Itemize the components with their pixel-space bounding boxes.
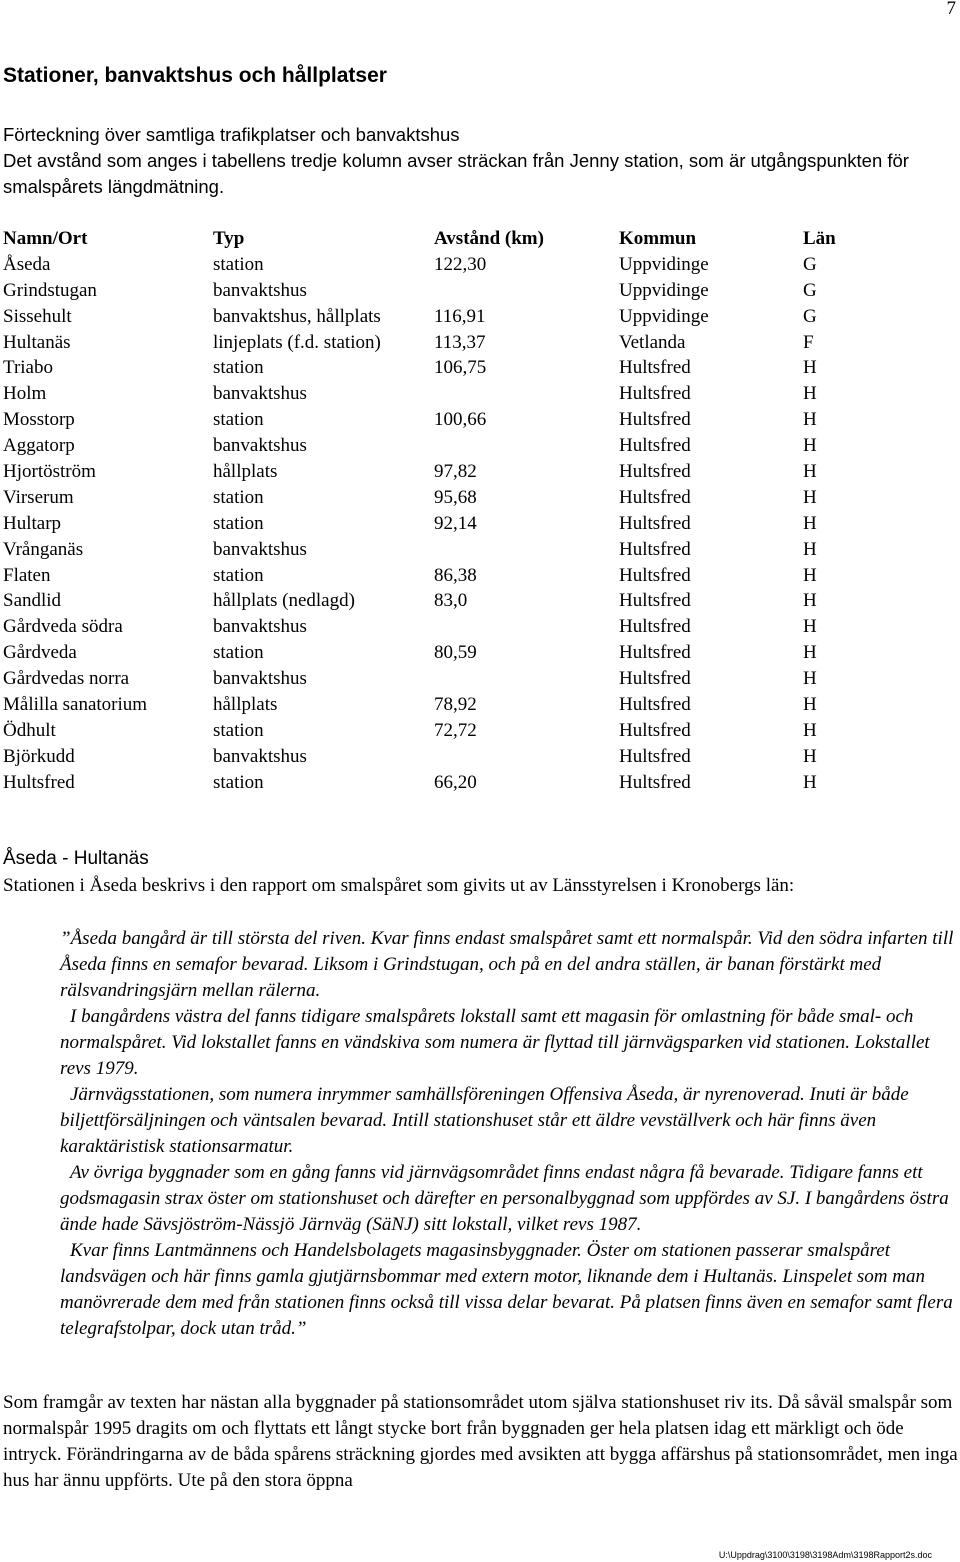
header-kommun: Kommun	[619, 227, 697, 249]
cell-lan: H	[803, 383, 817, 405]
stations-table	[3, 226, 863, 796]
header-namn-ort: Namn/Ort	[3, 227, 88, 249]
cell-typ: station	[213, 642, 264, 664]
cell-lan: H	[803, 357, 817, 379]
cell-namn-ort: Åseda	[3, 253, 51, 275]
table-row	[3, 459, 863, 485]
cell-avstand: 97,82	[434, 460, 477, 482]
cell-avstand: 92,14	[434, 512, 477, 534]
quote-paragraph: Kvar finns Lantmännens och Handelsbolagets magasinsbyggnader. Öster om stationen passerar smalspåret landsvägen och här finns gamla gjutjärnsbommar med extern motor, liknande dem i Hultanäs. Linspelet som man manövrerade dem med från stationen finns också till vissa delar bevarat. På platsen finns även en semafor samt flera telegrafstolpar, dock utan tråd.”	[60, 1240, 953, 1339]
cell-typ: station	[213, 719, 264, 741]
closing-paragraph: Som framgår av texten har nästan alla byggnader på stationsområdet utom själva stationshuset riv its. Då såväl smalspår som normalspår 1995 dragits om och flyttats ett långt stycke bort från byggnaden ger hela platsen idag ett märkligt och öde intryck. Förändringarna av de båda spårens sträckning gjordes med avsikten att bygga affärshus på stationsområdet, men inga hus har ännu uppförts. Ute på den stora öppna	[3, 1392, 958, 1491]
cell-namn-ort: Hjortöström	[3, 460, 96, 482]
quote-paragraph: I bangårdens västra del fanns tidigare smalspårets lokstall samt ett magasin för omlastning för både smal- och normalspåret. Vid lokstallet fanns en vändskiva som numera är flyttad till järnvägsparken vid stationen. Lokstallet revs 1979.	[60, 1006, 930, 1079]
cell-lan: F	[803, 331, 814, 353]
cell-avstand: 106,75	[434, 357, 487, 379]
cell-namn-ort: Flaten	[3, 564, 51, 586]
cell-namn-ort: Mosstorp	[3, 409, 75, 431]
cell-lan: H	[803, 538, 817, 560]
cell-kommun: Hultsfred	[619, 409, 691, 431]
cell-typ: station	[213, 486, 264, 508]
cell-kommun: Hultsfred	[619, 590, 691, 612]
cell-kommun: Hultsfred	[619, 771, 691, 793]
header-avstand: Avstånd (km)	[434, 227, 544, 249]
quote-paragraph: Järnvägsstationen, som numera inrymmer samhällsföreningen Offensiva Åseda, är nyrenoverad. Inuti är både biljettförsäljningen och väntsalen bevarad. Intill stationshuset står ett äldre vevställverk och här finns även karaktäristisk stationsarmatur.	[60, 1084, 909, 1157]
cell-lan: H	[803, 642, 817, 664]
cell-typ: banvaktshus, hållplats	[213, 305, 381, 327]
section-title: Åseda - Hultanäs	[3, 848, 149, 869]
cell-typ: station	[213, 253, 264, 275]
cell-avstand	[434, 614, 619, 640]
cell-kommun: Hultsfred	[619, 435, 691, 457]
cell-typ: banvaktshus	[213, 279, 307, 301]
section-intro: Stationen i Åseda beskrivs i den rapport om smalspåret som givits ut av Länsstyrelsen i Kronobergs län:	[3, 875, 795, 896]
table-row	[3, 381, 863, 407]
cell-kommun: Hultsfred	[619, 486, 691, 508]
cell-typ: banvaktshus	[213, 538, 307, 560]
cell-lan: H	[803, 564, 817, 586]
cell-kommun: Hultsfred	[619, 357, 691, 379]
cell-typ: hållplats (nedlagd)	[213, 590, 355, 612]
cell-lan: H	[803, 512, 817, 534]
cell-avstand	[434, 278, 619, 304]
cell-avstand: 66,20	[434, 771, 477, 793]
intro-block	[3, 122, 958, 200]
cell-avstand	[434, 433, 619, 459]
cell-kommun: Hultsfred	[619, 616, 691, 638]
cell-namn-ort: Ödhult	[3, 719, 56, 741]
cell-lan: H	[803, 719, 817, 741]
cell-avstand	[434, 537, 619, 563]
table-row	[3, 588, 863, 614]
table-row	[3, 355, 863, 381]
cell-lan: H	[803, 616, 817, 638]
cell-namn-ort: Hultanäs	[3, 331, 71, 353]
page-heading: Stationer, banvaktshus och hållplatser	[3, 64, 387, 87]
cell-typ: banvaktshus	[213, 435, 307, 457]
table-row	[3, 407, 863, 433]
cell-avstand: 113,37	[434, 331, 486, 353]
table-row	[3, 433, 863, 459]
quote-paragraph: Av övriga byggnader som en gång fanns vid järnvägsområdet finns endast några få bevarade. Tidigare fanns ett godsmagasin strax öster om stationshuset och därefter en personalbyggnad som uppfördes av SJ. I bangårdens östra ände hade Sävsjöström-Nässjö Järnväg (SäNJ) sitt lokstall, vilket revs 1987.	[60, 1162, 949, 1235]
header-lan: Län	[803, 227, 836, 249]
table-row	[3, 511, 863, 537]
cell-kommun: Vetlanda	[619, 331, 686, 353]
cell-lan: G	[803, 253, 817, 275]
table-row	[3, 718, 863, 744]
cell-namn-ort: Björkudd	[3, 745, 75, 767]
table-row	[3, 330, 863, 356]
cell-avstand	[434, 666, 619, 692]
cell-kommun: Hultsfred	[619, 745, 691, 767]
cell-typ: linjeplats (f.d. station)	[213, 331, 381, 353]
cell-lan: H	[803, 590, 817, 612]
page-number: 7	[946, 0, 956, 19]
table-row	[3, 744, 863, 770]
cell-avstand: 122,30	[434, 253, 487, 275]
table-body	[3, 252, 863, 796]
cell-avstand: 80,59	[434, 642, 477, 664]
cell-avstand: 100,66	[434, 409, 487, 431]
cell-namn-ort: Vrånganäs	[3, 538, 84, 560]
cell-typ: station	[213, 512, 264, 534]
footer-file-path: U:\Uppdrag\3100\3198\3198Adm\3198Rapport2s.doc	[718, 1550, 932, 1560]
cell-kommun: Hultsfred	[619, 719, 691, 741]
cell-lan: G	[803, 305, 817, 327]
table-row	[3, 640, 863, 666]
cell-kommun: Hultsfred	[619, 512, 691, 534]
cell-typ: hållplats	[213, 460, 278, 482]
cell-namn-ort: Hultsfred	[3, 771, 75, 793]
quote-paragraph: ”Åseda bangård är till största del riven. Kvar finns endast smalspåret samt ett normalspår. Vid den södra infarten till Åseda finns en semafor bevarad. Liksom i Grindstugan, och på en del andra ställen, är banan förstärkt med rälsvandringsjärn mellan rälerna.	[60, 928, 954, 1001]
cell-avstand: 83,0	[434, 590, 468, 612]
cell-avstand: 95,68	[434, 486, 477, 508]
cell-namn-ort: Triabo	[3, 357, 53, 379]
cell-namn-ort: Holm	[3, 383, 47, 405]
cell-typ: banvaktshus	[213, 668, 307, 690]
cell-namn-ort: Sissehult	[3, 305, 72, 327]
table-row	[3, 537, 863, 563]
cell-namn-ort: Grindstugan	[3, 279, 97, 301]
cell-namn-ort: Målilla sanatorium	[3, 693, 148, 715]
cell-typ: station	[213, 564, 264, 586]
cell-typ: station	[213, 771, 264, 793]
quote-block	[60, 926, 955, 1342]
cell-avstand: 116,91	[434, 305, 486, 327]
table-row	[3, 614, 863, 640]
cell-kommun: Hultsfred	[619, 642, 691, 664]
table-row	[3, 563, 863, 589]
cell-lan: H	[803, 693, 817, 715]
cell-kommun: Hultsfred	[619, 564, 691, 586]
table-row	[3, 692, 863, 718]
cell-lan: H	[803, 771, 817, 793]
cell-lan: H	[803, 409, 817, 431]
cell-avstand	[434, 744, 619, 770]
table-row	[3, 304, 863, 330]
cell-avstand: 78,92	[434, 693, 477, 715]
cell-namn-ort: Gårdveda södra	[3, 616, 123, 638]
table-row	[3, 485, 863, 511]
cell-kommun: Hultsfred	[619, 538, 691, 560]
cell-namn-ort: Sandlid	[3, 590, 62, 612]
table-row	[3, 770, 863, 796]
cell-avstand: 86,38	[434, 564, 477, 586]
cell-kommun: Hultsfred	[619, 668, 691, 690]
cell-typ: banvaktshus	[213, 383, 307, 405]
table-row	[3, 666, 863, 692]
cell-lan: G	[803, 279, 817, 301]
cell-kommun: Hultsfred	[619, 460, 691, 482]
cell-namn-ort: Virserum	[3, 486, 74, 508]
cell-namn-ort: Hultarp	[3, 512, 62, 534]
table-row	[3, 278, 863, 304]
cell-avstand	[434, 381, 619, 407]
cell-namn-ort: Gårdveda	[3, 642, 77, 664]
cell-lan: H	[803, 435, 817, 457]
cell-lan: H	[803, 745, 817, 767]
cell-kommun: Uppvidinge	[619, 279, 709, 301]
table-header-row	[3, 226, 863, 252]
intro-line-2: Det avstånd som anges i tabellens tredje kolumn avser sträckan från Jenny station, som är utgångspunkten för smalspårets längdmätning.	[3, 150, 909, 197]
table-row	[3, 252, 863, 278]
cell-kommun: Hultsfred	[619, 383, 691, 405]
cell-typ: station	[213, 357, 264, 379]
cell-kommun: Uppvidinge	[619, 305, 709, 327]
cell-kommun: Hultsfred	[619, 693, 691, 715]
cell-lan: H	[803, 668, 817, 690]
cell-lan: H	[803, 460, 817, 482]
header-typ: Typ	[213, 227, 245, 249]
cell-namn-ort: Aggatorp	[3, 435, 75, 457]
intro-line-1: Förteckning över samtliga trafikplatser och banvaktshus	[3, 124, 460, 145]
cell-namn-ort: Gårdvedas norra	[3, 668, 130, 690]
cell-typ: hållplats	[213, 693, 278, 715]
cell-lan: H	[803, 486, 817, 508]
cell-kommun: Uppvidinge	[619, 253, 709, 275]
cell-typ: banvaktshus	[213, 745, 307, 767]
cell-avstand: 72,72	[434, 719, 477, 741]
cell-typ: station	[213, 409, 264, 431]
cell-typ: banvaktshus	[213, 616, 307, 638]
